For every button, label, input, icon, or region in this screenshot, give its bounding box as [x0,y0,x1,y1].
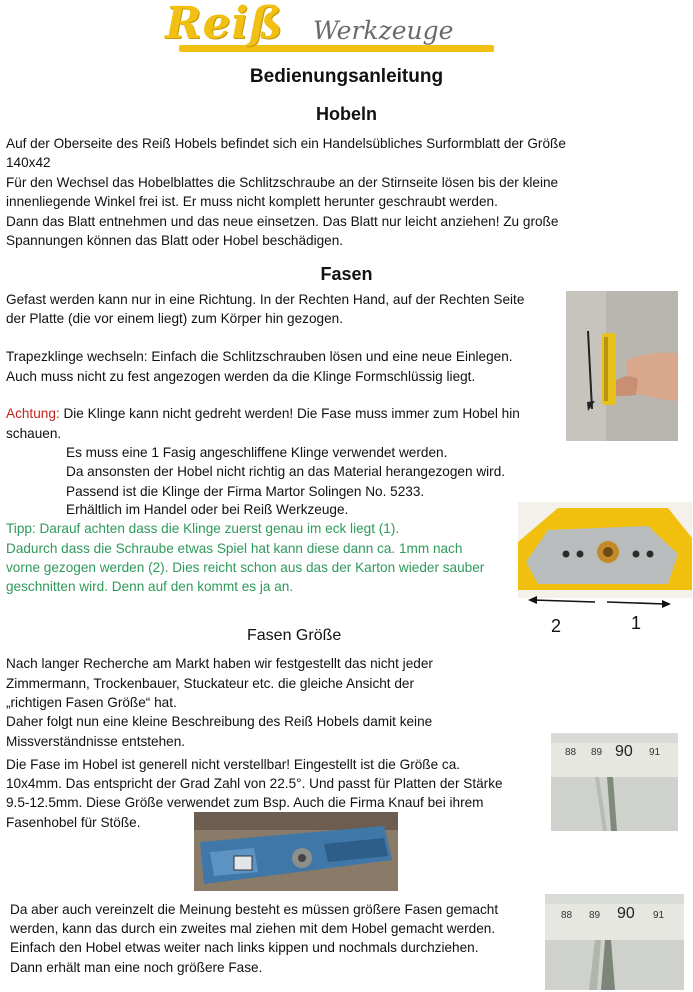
tip-line: vorne gezogen werden (2). Dies reicht schon aus das der Karton wieder sauber [6,560,485,575]
tip-line: Dadurch dass die Schraube etwas Spiel hat kann diese dann ca. 1mm nach [6,541,463,556]
page-title: Bedienungsanleitung [249,66,444,87]
hobeln-line: Auf der Oberseite des Reiß Hobels befindet sich ein Handelsübliches Surformblatt der Größe [6,136,566,151]
groesse-para1-line: „richtigen Fasen Größe“ hat. [6,695,177,710]
groesse-para1-line: Nach langer Recherche am Markt haben wir festgestellt das nicht jeder [6,656,433,671]
photo-plane-in-hand [566,291,678,441]
ruler-tick-88: 88 [565,747,577,758]
arrow-label-1: 1 [631,613,642,633]
warning-cont: schauen. [6,426,62,441]
groesse-para1-line: Daher folgt nun eine kleine Beschreibung des Reiß Hobels damit keine [6,714,433,729]
tip-line: Tipp: Darauf achten dass die Klinge zuerst genau im eck liegt (1). [6,521,400,536]
groesse-para3-line: Da aber auch vereinzelt die Meinung besteht es müssen größere Fasen gemacht [10,902,499,917]
indented-line: Da ansonsten der Hobel nicht richtig an das Material herangezogen wird. [66,464,506,479]
tip-line: geschnitten wird. Denn auf den kommt es ja an. [6,579,294,594]
hobeln-line: 140x42 [6,155,51,170]
direction-arrows [525,594,693,612]
photo-ruler-measure-2 [545,894,684,990]
logo-main-text: Reiß [165,0,284,49]
photo-blue-plane [194,812,398,891]
section-title-hobeln: Hobeln [316,104,377,124]
hobeln-line: innenliegende Winkel frei ist. Er muss nicht komplett herunter geschraubt werden. [6,194,498,209]
groesse-para1-line: Missverständnisse entstehen. [6,734,186,749]
fasen-intro-line: der Platte (die vor einem liegt) zum Körper hin gezogen. [6,311,343,326]
section-title-fasen: Fasen [320,264,373,284]
ruler-tick-88: 88 [561,910,573,921]
groesse-para2-line: Fasenhobel für Stöße. [6,815,141,830]
groesse-para3-line: Einfach den Hobel etwas weiter nach links kippen und nochmals durchziehen. [10,940,479,955]
brand-logo [165,2,495,58]
arrow-label-2: 2 [551,616,562,636]
section-title-fasen-groesse: Fasen Größe [247,627,342,644]
logo-sub-text: Werkzeuge [313,16,454,45]
ruler-tick-91: 91 [653,910,665,921]
ruler-tick-89: 89 [591,747,603,758]
groesse-para2-line: 10x4mm. Das entspricht der Grad Zahl von 22.5°. Und passt für Platten der Stärke [6,776,503,791]
ruler-tick-89: 89 [589,910,601,921]
fasen-intro-line: Gefast werden kann nur in eine Richtung. In der Rechten Hand, auf der Rechten Seite [6,292,525,307]
groesse-para2-line: 9.5-12.5mm. Diese Größe verwendet zum Bsp. Auch die Firma Knauf bei ihrem [6,795,484,810]
hobeln-line: Für den Wechsel das Hobelblattes die Schlitzschraube an der Stirnseite lösen bis der kleine [6,175,559,190]
photo-ruler-measure-1 [551,733,678,831]
indented-line: Es muss eine 1 Fasig angeschliffene Klinge verwendet werden. [66,445,448,460]
ruler-tick-90: 90 [615,743,633,760]
indented-line: Passend ist die Klinge der Firma Martor Solingen No. 5233. [66,484,425,499]
groesse-para3-line: Dann erhält man eine noch größere Fase. [10,960,263,975]
indented-line: Erhältlich im Handel oder bei Reiß Werkzeuge. [66,502,349,517]
warning-line [6,404,520,424]
groesse-para1-line: Zimmermann, Trockenbauer, Stuckateur etc. die gleiche Ansicht der [6,676,415,691]
warning-text: Die Klinge kann nicht gedreht werden! Die Fase muss immer zum Hobel hin [59,406,520,421]
trapez-line: Trapezklinge wechseln: Einfach die Schlitzschrauben lösen und eine neue Einlegen. [6,349,513,364]
photo-blade-holder [518,502,692,598]
hobeln-line: Dann das Blatt entnehmen und das neue einsetzen. Das Blatt nur leicht anziehen! Zu große [6,214,559,229]
ruler-tick-90: 90 [617,905,635,922]
ruler-tick-91: 91 [649,747,661,758]
warning-label: Achtung: [6,406,60,421]
trapez-line: Auch muss nicht zu fest angezogen werden da die Klinge Formschlüssig liegt. [6,369,476,384]
groesse-para2-line: Die Fase im Hobel ist generell nicht verstellbar! Eingestellt ist die Größe ca. [6,757,461,772]
groesse-para3-line: werden, kann das durch ein zweites mal ziehen mit dem Hobel gemacht werden. [10,921,496,936]
hobeln-line: Spannungen können das Blatt oder Hobel beschädigen. [6,233,344,248]
